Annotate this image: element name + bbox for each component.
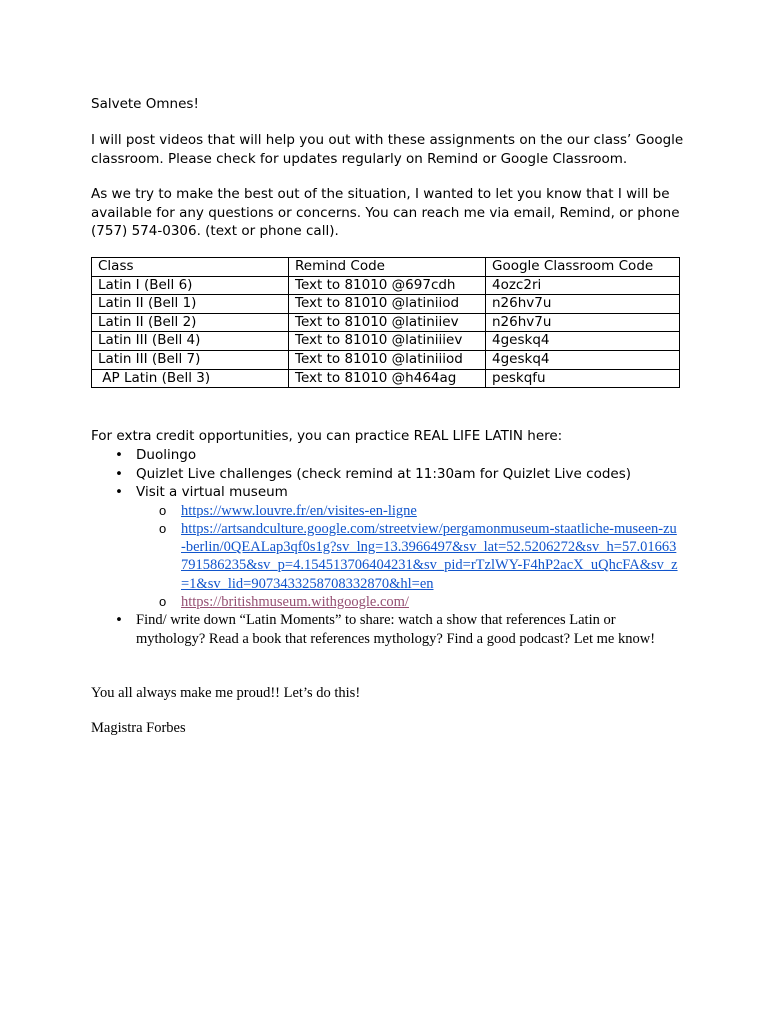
table-cell: Latin II (Bell 1) (92, 295, 289, 314)
paragraph-2-line-2: available for any questions or concerns. You can reach me via email, Remind, or phone (91, 204, 680, 221)
british-museum-link[interactable]: https://britishmuseum.withgoogle.com/ (181, 593, 409, 610)
list-item (91, 483, 691, 611)
list-item-text: Quizlet Live challenges (check remind at 11:30am for Quizlet Live codes) (136, 465, 631, 482)
list-item (91, 611, 691, 648)
table-cell: 4ozc2ri (486, 276, 680, 295)
table-cell: Text to 81010 @h464ag (289, 369, 486, 388)
table-cell: n26hv7u (486, 295, 680, 314)
table-cell: Text to 81010 @latiniiev (289, 313, 486, 332)
paragraph-1-line-1: I will post videos that will help you out with these assignments on the our class’ Google (91, 132, 684, 148)
table-row (92, 276, 680, 295)
bullet-icon: • (115, 465, 123, 482)
table-cell: Text to 81010 @697cdh (289, 276, 486, 295)
table-cell: Text to 81010 @latiniiod (289, 295, 486, 314)
sub-bullet-icon: o (159, 593, 167, 609)
list-item-text: Visit a virtual museum (136, 484, 288, 500)
list-item (91, 446, 691, 465)
list-item-text: Find/ write down “Latin Moments” to share: watch a show that references Latin or mythology? Read a book that references mythology? Find a good podcast? Let me know! (136, 612, 656, 647)
paragraph-1-line-2: classroom. Please check for updates regularly on Remind or Google Classroom. (91, 150, 628, 167)
table-row (92, 313, 680, 332)
closing-line: You all always make me proud!! Let’s do this! (91, 685, 361, 701)
table-header-cell: Google Classroom Code (486, 258, 680, 277)
table-cell: 4geskq4 (486, 332, 680, 351)
sub-bullet-icon: o (159, 520, 167, 536)
link-item (136, 502, 691, 520)
museum-links-list (136, 502, 691, 612)
link-item (136, 593, 691, 611)
link-item (136, 520, 691, 593)
paragraph-2-line-3: (757) 574-0306. (text or phone call). (91, 223, 339, 239)
table-cell: n26hv7u (486, 313, 680, 332)
table-row (92, 350, 680, 369)
table-cell: peskqfu (486, 369, 680, 388)
table-cell: Latin III (Bell 4) (92, 332, 289, 351)
table-row (92, 295, 680, 314)
bullet-icon: • (115, 484, 123, 500)
paragraph-2-line-1: As we try to make the best out of the situation, I wanted to let you know that I will be (91, 186, 670, 202)
class-codes-table (91, 257, 680, 388)
table-header-row (92, 258, 680, 277)
bullet-icon: • (115, 612, 123, 629)
louvre-link[interactable]: https://www.louvre.fr/en/visites-en-ligne (181, 502, 417, 519)
table-cell: Latin II (Bell 2) (92, 313, 289, 332)
greeting: Salvete Omnes! (91, 96, 199, 112)
list-item-text: Duolingo (136, 447, 197, 463)
bullet-icon: • (115, 447, 123, 463)
list-item (91, 465, 691, 484)
table-row (92, 369, 680, 388)
table-cell: 4geskq4 (486, 350, 680, 369)
table-cell: AP Latin (Bell 3) (92, 369, 289, 388)
table-cell: Text to 81010 @latiniiiod (289, 350, 486, 369)
signature: Magistra Forbes (91, 720, 186, 736)
table-header-cell: Remind Code (289, 258, 486, 277)
table-header-cell: Class (92, 258, 289, 277)
extra-credit-intro: For extra credit opportunities, you can practice REAL LIFE LATIN here: (91, 428, 563, 444)
table-row (92, 332, 680, 351)
table-cell: Latin I (Bell 6) (92, 276, 289, 295)
table-cell: Text to 81010 @latiniiiev (289, 332, 486, 351)
extra-credit-list (91, 446, 691, 648)
sub-bullet-icon: o (159, 502, 167, 518)
table-cell: Latin III (Bell 7) (92, 350, 289, 369)
pergamon-museum-link[interactable]: https://artsandculture.google.com/streetview/pergamonmuseum-staatliche-museen-zu-berlin/0QEALap3qf0s1g?sv_lng=13.3966497&sv_lat=52.5206272&sv_h=57.01663791586235&sv_p=4.154513706404231&sv_pid=rTzlWY-F4hP2acX_uQhcFA&sv_z=1&sv_lid=9073433258708332870&hl=en (181, 520, 678, 592)
